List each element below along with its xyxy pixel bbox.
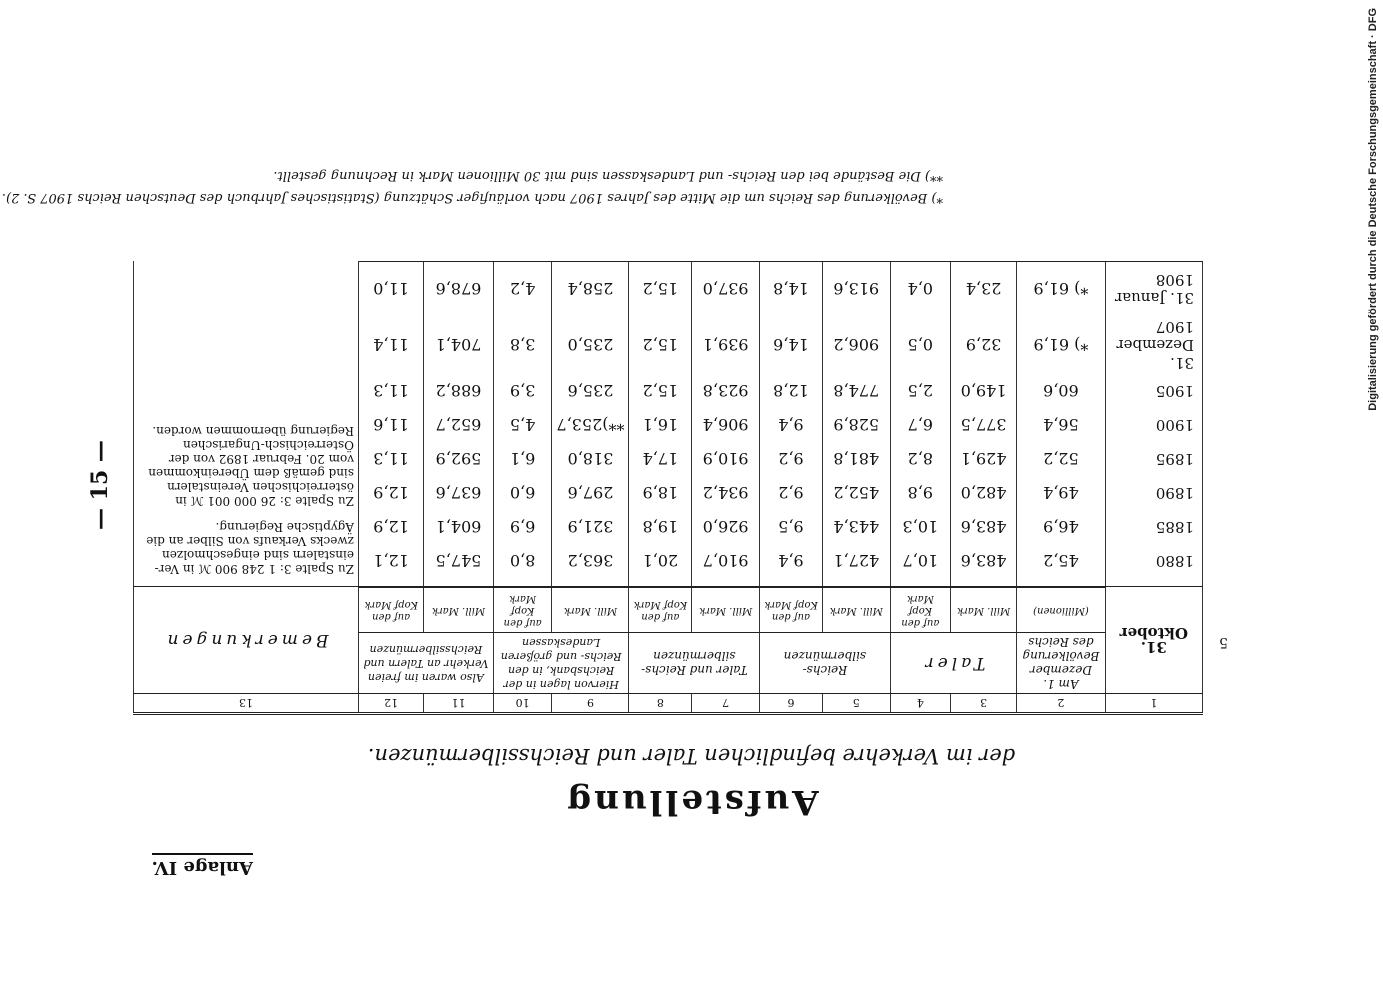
date-header: 31. Oktober — [1105, 587, 1202, 694]
cell-kassen-mill: 235,6 — [552, 374, 629, 408]
column-number: 6 — [760, 694, 823, 714]
unit-mill: Mill. Mark — [950, 587, 1016, 633]
cell-taler-kopf: 0,5 — [890, 316, 950, 374]
cell-frei-kopf: 12,9 — [358, 476, 423, 510]
unit-kopf: auf den Kopf Mark — [629, 587, 692, 633]
cell-sum-mill: 923,8 — [692, 374, 760, 408]
row-date: 31. Januar 1908 — [1105, 262, 1202, 317]
cell-sum-mill: 937,0 — [692, 262, 760, 317]
cell-taler-kopf: 2,5 — [890, 374, 950, 408]
cell-population: 49,4 — [1017, 476, 1105, 510]
row-date: 31. Dezember 1907 — [1105, 316, 1202, 374]
cell-kassen-kopf: 6,0 — [493, 476, 552, 510]
row-date: 1905 — [1105, 374, 1202, 408]
cell-taler-kopf: 9,8 — [890, 476, 950, 510]
cell-kassen-kopf: 4,2 — [493, 262, 552, 317]
unit-kopf: auf den Kopf Mark — [358, 587, 423, 633]
column-number: 4 — [890, 694, 950, 714]
cell-frei-kopf: 11,3 — [358, 374, 423, 408]
column-number: 12 — [358, 694, 423, 714]
header-row — [134, 633, 1203, 694]
page-subtitle: der im Verkehre befindlichen Taler und Reichssilbermünzen. — [367, 744, 1016, 768]
unit-millions: (Millionen) — [1017, 587, 1105, 633]
cell-taler-mill: 149,0 — [950, 374, 1016, 408]
dfg-funding-note: Digitalisierung gefördert durch die Deutsche Forschungsgemeinschaft · DFG — [1367, 8, 1379, 411]
unit-mill: Mill. Mark — [552, 587, 629, 633]
sum-header: Taler und Reichs-silbermünzen — [629, 633, 760, 694]
column-number: 9 — [552, 694, 629, 714]
cell-frei-kopf: 11,6 — [358, 408, 423, 442]
unit-kopf: auf den Kopf Mark — [493, 587, 552, 633]
cell-population: 46,9 — [1017, 510, 1105, 544]
cell-sum-kopf: 16,1 — [629, 408, 692, 442]
cell-kassen-kopf: 3,9 — [493, 374, 552, 408]
kassen-header: Hiervon lagen in der Reichsbank, in den Reichs- und größeren Landeskassen — [493, 633, 629, 694]
cell-taler-kopf: 8,2 — [890, 442, 950, 476]
row-date: 1890 — [1105, 476, 1202, 510]
cell-rs-mill: 774,8 — [822, 374, 890, 408]
row-date: 1885 — [1105, 510, 1202, 544]
appendix-label: Anlage IV. — [152, 853, 253, 878]
column-number: 11 — [424, 694, 494, 714]
free-circulation-header: Also waren im freien Verkehr an Talern und Reichssilbermünzen — [358, 633, 493, 694]
column-number: 1 — [1105, 694, 1202, 714]
cell-kassen-mill: 297,6 — [552, 476, 629, 510]
cell-frei-mill: 652,7 — [424, 408, 494, 442]
cell-kassen-kopf: 4,5 — [493, 408, 552, 442]
unit-kopf: auf den Kopf Mark — [890, 587, 950, 633]
cell-taler-mill: 23,4 — [950, 262, 1016, 317]
cell-frei-mill: 678,6 — [424, 262, 494, 317]
row-date: 1880 — [1105, 544, 1202, 587]
cell-frei-mill: 547,5 — [424, 544, 494, 587]
cell-rs-kopf: 14,8 — [760, 262, 823, 317]
cell-population: 52,2 — [1017, 442, 1105, 476]
cell-frei-kopf: 12,9 — [358, 510, 423, 544]
cell-sum-mill: 910,7 — [692, 544, 760, 587]
cell-population: 45,2 — [1017, 544, 1105, 587]
page-title: Aufstellung — [564, 782, 819, 822]
cell-kassen-mill: 318,0 — [552, 442, 629, 476]
column-number: 13 — [134, 694, 359, 714]
cell-rs-mill: 427,1 — [822, 544, 890, 587]
column-number-row — [134, 694, 1203, 714]
cell-rs-kopf: 9,2 — [760, 442, 823, 476]
cell-sum-mill: 934,2 — [692, 476, 760, 510]
column-number: 7 — [692, 694, 760, 714]
cell-taler-kopf: 0,4 — [890, 262, 950, 317]
footnotes — [2, 164, 943, 208]
cell-population: *) 61,9 — [1017, 262, 1105, 317]
table-row — [134, 374, 1203, 408]
remark-empty — [134, 262, 359, 409]
cell-kassen-mill: 235,0 — [552, 316, 629, 374]
cell-taler-mill: 32,9 — [950, 316, 1016, 374]
cell-sum-kopf: 15,2 — [629, 316, 692, 374]
margin-mark: 5 — [1219, 634, 1228, 650]
cell-rs-mill: 913,6 — [822, 262, 890, 317]
remark-1895: Zu Spalte 3: 26 000 001 ℳ in österreichischen Vereinstalern sind gemäß dem Übereinkommen vom 20. Februar 1892 von der Österreichisch-Ungarischen Regierung übernommen worden. — [134, 408, 359, 510]
cell-kassen-mill: 321,9 — [552, 510, 629, 544]
cell-rs-mill: 528,9 — [822, 408, 890, 442]
remark-1885: Zu Spalte 3: 1 248 900 ℳ in Ver- einstalern sind eingeschmolzen zwecks Verkaufs von Silber an die Ägyptische Regierung. — [134, 510, 359, 587]
row-date: 1900 — [1105, 408, 1202, 442]
cell-kassen-mill: 363,2 — [552, 544, 629, 587]
cell-frei-kopf: 11,0 — [358, 262, 423, 317]
unit-kopf: auf den Kopf Mark — [760, 587, 823, 633]
column-number: 2 — [1017, 694, 1105, 714]
statistics-table — [133, 261, 1203, 715]
cell-kassen-kopf: 6,1 — [493, 442, 552, 476]
cell-taler-mill: 483,6 — [950, 510, 1016, 544]
page-number: — 15 — — [87, 440, 113, 530]
cell-rs-mill: 906,2 — [822, 316, 890, 374]
cell-taler-kopf: 6,7 — [890, 408, 950, 442]
cell-taler-mill: 483,6 — [950, 544, 1016, 587]
cell-sum-mill: 910,9 — [692, 442, 760, 476]
cell-frei-kopf: 11,3 — [358, 442, 423, 476]
unit-mill: Mill. Mark — [822, 587, 890, 633]
cell-frei-mill: 604,1 — [424, 510, 494, 544]
cell-population: 56,4 — [1017, 408, 1105, 442]
cell-frei-mill: 592,9 — [424, 442, 494, 476]
footnote-population: *) Bevölkerung des Reichs um die Mitte des Jahres 1907 nach vorläufiger Schätzung (Statistisches Jahrbuch des Deutschen Reichs 1907 S. 2). — [1, 190, 943, 205]
cell-rs-kopf: 14,6 — [760, 316, 823, 374]
row-date: 1895 — [1105, 442, 1202, 476]
table-row — [134, 476, 1203, 510]
cell-taler-mill: 429,1 — [950, 442, 1016, 476]
cell-frei-mill: 704,1 — [424, 316, 494, 374]
cell-sum-mill: 939,1 — [692, 316, 760, 374]
population-header: Am 1. Dezember Bevölkerung des Reichs — [1017, 633, 1105, 694]
column-number: 3 — [950, 694, 1016, 714]
cell-rs-mill: 443,4 — [822, 510, 890, 544]
cell-sum-kopf: 17,4 — [629, 442, 692, 476]
cell-taler-kopf: 10,7 — [890, 544, 950, 587]
cell-kassen-kopf: 3,8 — [493, 316, 552, 374]
cell-sum-kopf: 15,2 — [629, 374, 692, 408]
cell-kassen-kopf: 6,9 — [493, 510, 552, 544]
cell-frei-mill: 637,6 — [424, 476, 494, 510]
unit-mill: Mill. Mark — [424, 587, 494, 633]
cell-taler-mill: 482,0 — [950, 476, 1016, 510]
cell-taler-mill: 377,5 — [950, 408, 1016, 442]
column-number: 8 — [629, 694, 692, 714]
cell-sum-mill: 906,4 — [692, 408, 760, 442]
footnote-kassen: **) Die Bestände bei den Reichs- und Landeskassen sind mit 30 Millionen Mark in Rechnung gestellt. — [273, 168, 943, 183]
cell-kassen-kopf: 8,0 — [493, 544, 552, 587]
cell-rs-mill: 481,8 — [822, 442, 890, 476]
unit-mill: Mill. Mark — [692, 587, 760, 633]
cell-rs-kopf: 9,5 — [760, 510, 823, 544]
cell-sum-kopf: 18,9 — [629, 476, 692, 510]
cell-frei-kopf: 11,4 — [358, 316, 423, 374]
cell-sum-kopf: 20,1 — [629, 544, 692, 587]
cell-rs-kopf: 9,2 — [760, 476, 823, 510]
cell-rs-kopf: 12,8 — [760, 374, 823, 408]
cell-taler-kopf: 10,3 — [890, 510, 950, 544]
cell-rs-kopf: 9,4 — [760, 408, 823, 442]
cell-rs-mill: 452,2 — [822, 476, 890, 510]
table-row — [134, 544, 1203, 587]
cell-sum-kopf: 15,2 — [629, 262, 692, 317]
remarks-header: Bemerkungen — [134, 587, 359, 694]
cell-kassen-mill: **)253,7 — [552, 408, 629, 442]
taler-header: Taler — [890, 633, 1017, 694]
column-number: 10 — [493, 694, 552, 714]
cell-sum-kopf: 19,8 — [629, 510, 692, 544]
cell-kassen-mill: 258,4 — [552, 262, 629, 317]
cell-frei-mill: 688,2 — [424, 374, 494, 408]
cell-population: 60,6 — [1017, 374, 1105, 408]
cell-rs-kopf: 9,4 — [760, 544, 823, 587]
cell-frei-kopf: 12,1 — [358, 544, 423, 587]
column-number: 5 — [822, 694, 890, 714]
reichssilber-header: Reichs-silbermünzen — [760, 633, 891, 694]
cell-population: *) 61,9 — [1017, 316, 1105, 374]
cell-sum-mill: 926,0 — [692, 510, 760, 544]
